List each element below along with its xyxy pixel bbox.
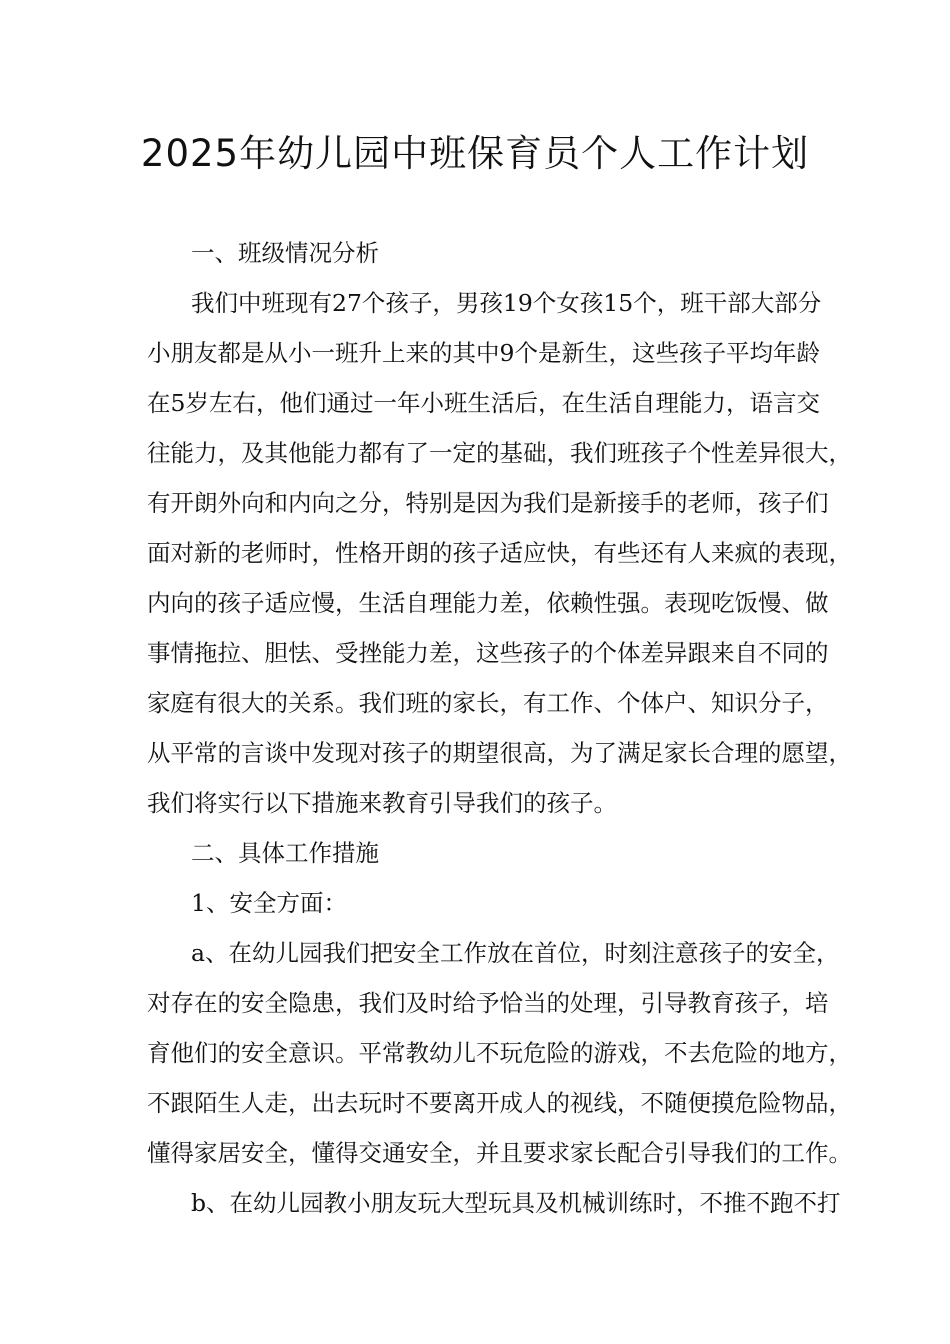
paragraph-line: 事情拖拉、胆怯、受挫能力差，这些孩子的个体差异跟来自不同的 xyxy=(147,639,829,667)
paragraph-line: b、在幼儿园教小朋友玩大型玩具及机械训练时，不推不跑不打 xyxy=(191,1189,841,1217)
paragraph-line: a、在幼儿园我们把安全工作放在首位，时刻注意孩子的安全， xyxy=(191,939,840,967)
document-title: 2025年幼儿园中班保育员个人工作计划 xyxy=(140,132,810,175)
subsection-heading: 1、安全方面： xyxy=(191,889,347,917)
paragraph-line: 有开朗外向和内向之分，特别是因为我们是新接手的老师，孩子们 xyxy=(147,489,829,517)
paragraph-line: 懂得家居安全，懂得交通安全，并且要求家长配合引导我们的工作。 xyxy=(147,1139,852,1167)
paragraph-line: 面对新的老师时，性格开朗的孩子适应快，有些还有人来疯的表现， xyxy=(147,539,852,567)
paragraph-line: 小朋友都是从小一班升上来的其中9个是新生，这些孩子平均年龄 xyxy=(147,339,820,367)
paragraph-line: 我们中班现有27个孩子，男孩19个女孩15个，班干部大部分 xyxy=(191,289,822,317)
paragraph-line: 不跟陌生人走，出去玩时不要离开成人的视线，不随便摸危险物品， xyxy=(147,1089,852,1117)
paragraph-line: 往能力，及其他能力都有了一定的基础，我们班孩子个性差异很大， xyxy=(147,439,852,467)
paragraph-line: 内向的孩子适应慢，生活自理能力差，依赖性强。表现吃饭慢、做 xyxy=(147,589,829,617)
paragraph-line: 在5岁左右，他们通过一年小班生活后，在生活自理能力，语言交 xyxy=(147,389,820,417)
paragraph-line: 对存在的安全隐患，我们及时给予恰当的处理，引导教育孩子，培 xyxy=(147,989,829,1017)
paragraph-line: 育他们的安全意识。平常教幼儿不玩危险的游戏，不去危险的地方， xyxy=(147,1039,852,1067)
paragraph-line: 家庭有很大的关系。我们班的家长，有工作、个体户、知识分子， xyxy=(147,689,829,717)
paragraph-line: 从平常的言谈中发现对孩子的期望很高，为了满足家长合理的愿望， xyxy=(147,739,852,767)
section-heading: 一、班级情况分析 xyxy=(191,239,379,267)
paragraph-line: 我们将实行以下措施来教育引导我们的孩子。 xyxy=(147,789,617,817)
section-heading: 二、具体工作措施 xyxy=(191,839,379,867)
